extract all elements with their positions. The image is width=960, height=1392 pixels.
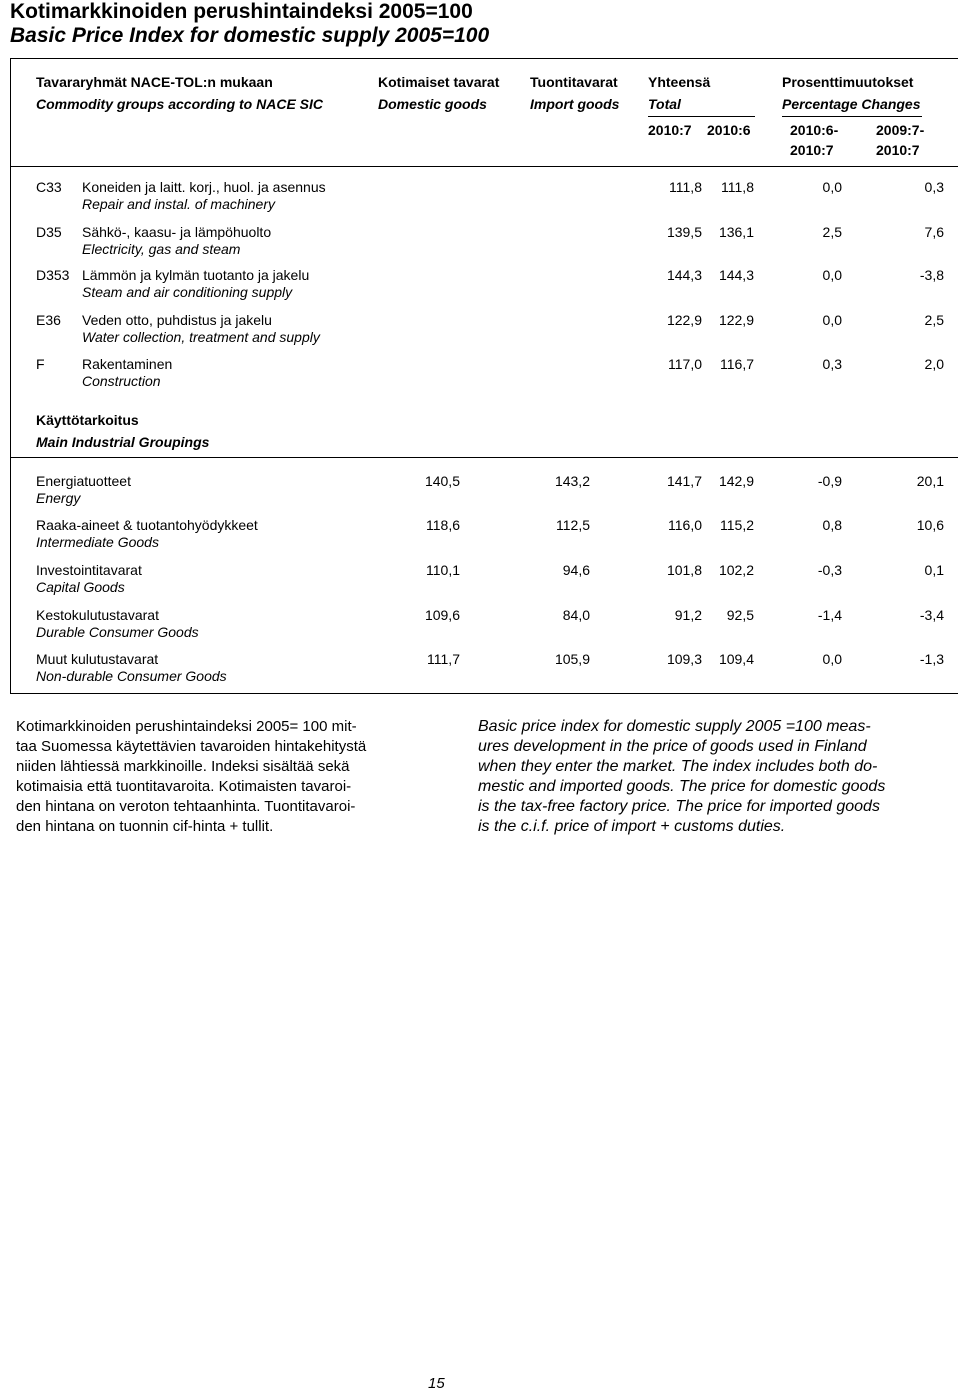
row-code: C33 [36,179,62,195]
row-label-en: Capital Goods [36,579,125,595]
header-import-fi: Tuontitavarat [530,74,618,90]
header-bottom-rule [10,166,958,167]
value-pct-month: -0,9 [817,473,842,489]
value-import: 143,2 [554,473,590,489]
row-code: F [36,356,45,372]
row-label-en: Durable Consumer Goods [36,624,199,640]
value-pct-month: -0,3 [817,562,842,578]
value-import: 84,0 [562,607,590,623]
row-label-fi: Veden otto, puhdistus ja jakelu [82,312,272,328]
row-label-en: Steam and air conditioning supply [82,284,293,300]
row-label-en: Intermediate Goods [36,534,159,550]
row-label-en: Repair and instal. of machinery [82,196,275,212]
note-line: when they enter the market. The index includes both do- [478,758,878,775]
value-domestic: 118,6 [426,517,460,533]
value-pct-month: 0,0 [822,651,842,667]
note-line: niiden lähtiessä markkinoille. Indeksi sisältää sekä [16,758,350,775]
note-line: kotimaisia että tuontitavaroita. Kotimaisten tavaroi- [16,778,352,795]
value-total-2010-6: 115,2 [720,517,754,533]
value-pct-month: 0,8 [822,517,842,533]
value-total-2010-6: 111,8 [721,179,754,195]
header-col-pct2-a: 2009:7- [876,122,925,138]
note-line: taa Suomessa käytettävien tavaroiden hintakehitystä [16,738,367,755]
table-left-border [10,58,11,693]
header-col-2010-6: 2010:6 [707,122,751,138]
note-english [478,717,918,837]
value-pct-year: 0,1 [924,562,944,578]
header-top-rule [10,58,958,59]
title-english: Basic Price Index for domestic supply 2005=100 [10,24,490,47]
header-total-fi: Yhteensä [648,74,711,90]
header-col-pct2-b: 2010:7 [876,142,920,158]
row-label-fi: Investointitavarat [36,562,142,578]
note-line: is the tax-free factory price. The price for imported goods [478,798,880,815]
row-label-fi: Sähkö-, kaasu- ja lämpöhuolto [82,224,272,240]
row-label-fi: Rakentaminen [82,356,173,372]
value-total-2010-7: 101,8 [666,562,702,578]
row-label-en: Energy [36,490,81,506]
pct-underline [782,116,922,117]
value-pct-month: -1,4 [817,607,842,623]
value-pct-year: -1,3 [919,651,944,667]
value-pct-month: 2,5 [822,224,842,240]
row-label-fi: Energiatuotteet [36,473,131,489]
value-total-2010-6: 109,4 [718,651,754,667]
title-finnish: Kotimarkkinoiden perushintaindeksi 2005=100 [10,0,473,23]
value-pct-month: 0,0 [822,267,842,283]
header-groups-en: Commodity groups according to NACE SIC [36,96,324,112]
row-label-en: Non-durable Consumer Goods [36,668,227,684]
value-total-2010-7: 117,0 [668,356,702,372]
value-pct-month: 0,0 [822,179,842,195]
row-label-fi: Lämmön ja kylmän tuotanto ja jakelu [82,267,310,283]
value-pct-year: 20,1 [916,473,944,489]
value-total-2010-7: 111,8 [669,179,702,195]
note-line: Basic price index for domestic supply 2005 =100 meas- [478,718,871,735]
value-pct-month: 0,0 [822,312,842,328]
total-underline [648,116,755,117]
value-total-2010-7: 109,3 [666,651,702,667]
note-line: ures development in the price of goods used in Finland [478,738,867,755]
value-pct-year: 0,3 [924,179,944,195]
row-code: D353 [36,267,70,283]
row-label-fi: Kestokulutustavarat [36,607,159,623]
value-total-2010-6: 92,5 [726,607,754,623]
value-pct-year: 10,6 [916,517,944,533]
header-col-pct1-a: 2010:6- [790,122,839,138]
value-domestic: 109,6 [424,607,460,623]
value-pct-year: 2,5 [924,312,944,328]
section-heading-en: Main Industrial Groupings [36,434,210,450]
note-line: mestic and imported goods. The price for domestic goods [478,778,886,795]
value-total-2010-6: 144,3 [718,267,754,283]
value-total-2010-6: 136,1 [718,224,754,240]
note-line: Kotimarkkinoiden perushintaindeksi 2005= 100 mit- [16,718,357,735]
page-number: 15 [428,1375,445,1392]
value-total-2010-7: 122,9 [666,312,702,328]
table-bottom-rule [10,693,958,694]
header-groups-fi: Tavararyhmät NACE-TOL:n mukaan [36,74,273,90]
row-code: D35 [36,224,62,240]
header-pct-fi: Prosenttimuutokset [782,74,914,90]
value-total-2010-7: 144,3 [666,267,702,283]
row-label-en: Construction [82,373,161,389]
value-domestic: 110,1 [426,562,460,578]
note-line: is the c.i.f. price of import + customs duties. [478,818,786,835]
header-total-en: Total [648,96,681,112]
note-line: den hintana on tuonnin cif-hinta + tullit. [16,818,274,835]
header-col-pct1-b: 2010:7 [790,142,834,158]
value-import: 112,5 [556,517,590,533]
value-import: 105,9 [554,651,590,667]
value-pct-year: -3,4 [919,607,944,623]
value-total-2010-6: 116,7 [720,356,754,372]
row-label-en: Water collection, treatment and supply [82,329,320,345]
value-total-2010-7: 139,5 [666,224,702,240]
row-label-fi: Muut kulutustavarat [36,651,159,667]
section-rule [10,457,958,458]
value-total-2010-7: 91,2 [674,607,702,623]
value-pct-year: 7,6 [924,224,944,240]
value-total-2010-6: 142,9 [718,473,754,489]
row-label-fi: Koneiden ja laitt. korj., huol. ja asennus [82,179,326,195]
value-domestic: 140,5 [424,473,460,489]
value-pct-year: 2,0 [924,356,944,372]
header-import-en: Import goods [530,96,620,112]
value-pct-month: 0,3 [822,356,842,372]
value-total-2010-7: 116,0 [668,517,702,533]
value-pct-year: -3,8 [919,267,944,283]
value-import: 94,6 [562,562,590,578]
value-total-2010-6: 102,2 [718,562,754,578]
header-domestic-fi: Kotimaiset tavarat [378,74,500,90]
row-label-fi: Raaka-aineet & tuotantohyödykkeet [36,517,258,533]
row-code: E36 [36,312,61,328]
header-domestic-en: Domestic goods [378,96,487,112]
value-domestic: 111,7 [427,651,460,667]
section-heading-fi: Käyttötarkoitus [36,412,139,428]
note-line: den hintana on veroton tehtaanhinta. Tuontitavaroi- [16,798,356,815]
value-total-2010-7: 141,7 [666,473,702,489]
note-finnish [16,717,436,837]
header-col-2010-7: 2010:7 [648,122,692,138]
header-pct-en: Percentage Changes [782,96,921,112]
row-label-en: Electricity, gas and steam [82,241,241,257]
value-total-2010-6: 122,9 [718,312,754,328]
